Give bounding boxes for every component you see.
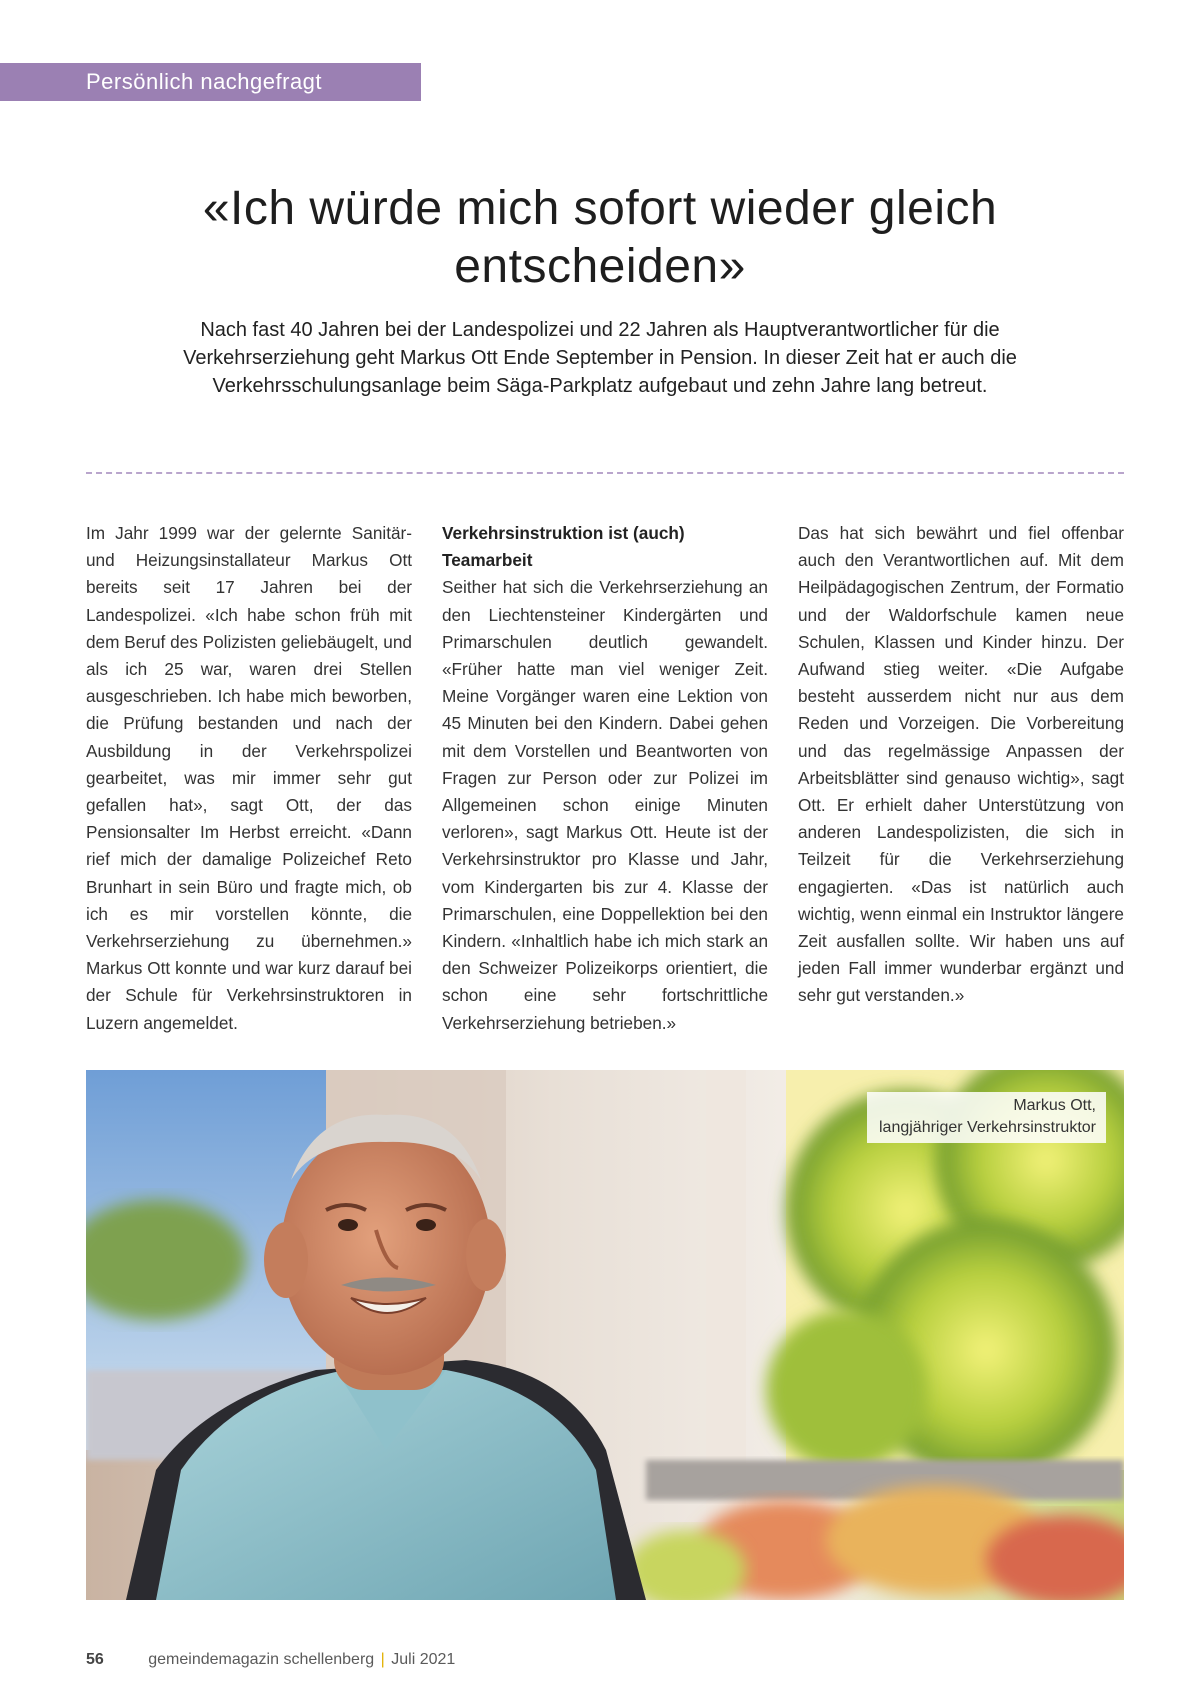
section-label: Persönlich nachgefragt [0,63,421,101]
portrait-photo [86,1070,1124,1600]
dashed-divider [86,472,1124,474]
column-3 [798,520,1124,1037]
footer-separator: | [380,1651,385,1668]
column-1-text: Im Jahr 1999 war der gelernte Sanitär- und Heizungsinstallateur Markus Ott bereits seit 17 Jahren bei der Landespolizei. «Ich habe schon früh mit dem Beruf des Polizisten geliebäugelt, und als ich 25 war, waren drei Stellen ausgeschrieben. Ich habe mich beworben, die Prüfung bestanden und nach der Ausbildung in der Verkehrspolizei gearbeitet, was mir immer sehr gut gefallen hat», sagt Ott, der das Pensionsalter Im Herbst erreicht. «Dann rief mich der damalige Polizeichef Reto Brunhart in sein Büro und fragte mich, ob ich es mir vorstellen könnte, die Verkehrserziehung zu übernehmen.» Markus Ott konnte und war kurz darauf bei der Schule für Verkehrsinstruktoren in Luzern angemeldet. [86,523,412,1033]
column-2 [442,520,768,1037]
issue-date: Juli 2021 [391,1651,456,1668]
lead-paragraph: Nach fast 40 Jahren bei der Landespolizei und 22 Jahren als Hauptverantwortlicher für die Verkehrserziehung geht Markus Ott Ende September in Pension. In dieser Zeit hat er auch die Verkehrsschulungsanlage beim Säga-Parkplatz aufgebaut und zehn Jahre lang betreut. [183,319,1017,397]
headline: «Ich würde mich sofort wieder gleich entscheiden» [202,182,998,293]
caption-name: Markus Ott, [1013,1097,1096,1114]
page-number: 56 [86,1651,104,1668]
portrait-illustration [86,1070,1124,1600]
column-2-text: Seither hat sich die Verkehrserziehung an den Liechtensteiner Kindergärten und Primarschulen deutlich gewandelt. «Früher hatte man viel weniger Zeit. Meine Vorgänger waren eine Lektion von 45 Minuten bei den Kindern. Dabei gehen mit dem Vorstellen und Beantworten von Fragen zur Person oder zur Polizei im Allgemeinen schon einige Minuten verloren», sagt Markus Ott. Heute ist der Verkehrsinstruktor pro Klasse und Jahr, vom Kindergarten bis zur 4. Klasse der Primarschulen, eine Doppellektion bei den Kindern. «Inhaltlich habe ich mich stark an den Schweizer Polizeikorps orientiert, die schon eine sehr fortschrittliche Verkehrserziehung betrieben.» [442,577,768,1033]
page-footer [86,1649,455,1671]
column-1 [86,520,412,1037]
article-body [86,520,1124,1037]
column-2-heading: Verkehrsinstruktion ist (auch) Teamarbeit [442,523,685,571]
publication-name: gemeindemagazin schellenberg [148,1651,375,1668]
caption-role: langjähriger Verkehrsinstruktor [879,1119,1096,1136]
column-3-text: Das hat sich bewährt und fiel offenbar auch den Verantwortlichen auf. Mit dem Heilpädagogischen Zentrum, der Formatio und der Waldorfschule kamen neue Schulen, Klassen und Kinder hinzu. Der Aufwand stieg weiter. «Die Aufgabe besteht ausserdem nicht nur aus dem Reden und Vorzeigen. Die Vorbereitung und das regelmässige Anpassen der Arbeitsblätter sind genauso wichtig», sagt Ott. Er erhielt daher Unterstützung von anderen Landespolizisten, die sich in Teilzeit für die Verkehrserziehung engagierten. «Das ist natürlich auch wichtig, wenn einmal ein Instruktor längere Zeit ausfallen sollte. Wir haben uns auf jeden Fall immer wunderbar ergänzt und sehr gut verstanden.» [798,523,1124,1006]
photo-caption [867,1092,1106,1143]
